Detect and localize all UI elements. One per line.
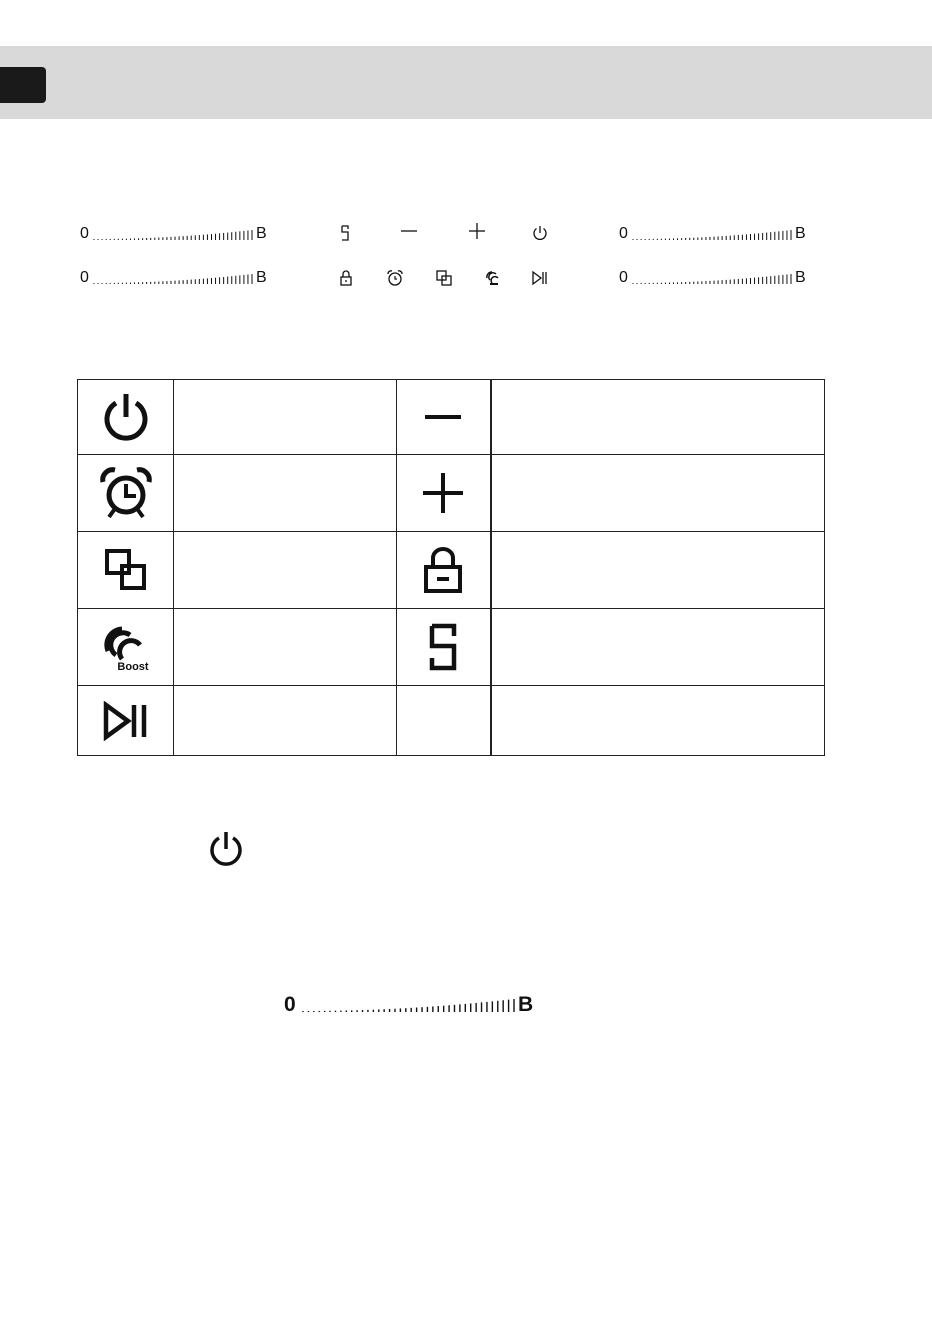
legend-desc xyxy=(174,532,397,609)
slider-front-right[interactable] xyxy=(619,224,809,244)
table-row xyxy=(78,455,825,532)
play-pause-icon[interactable] xyxy=(530,268,550,288)
legend-desc xyxy=(491,455,825,532)
legend-desc xyxy=(174,455,397,532)
slider-end-label: B xyxy=(795,269,806,286)
timer-icon xyxy=(99,466,153,520)
legend-desc xyxy=(174,686,397,756)
slider-ticks xyxy=(80,268,270,288)
slider-end-label: B xyxy=(518,993,534,1016)
minus-icon[interactable] xyxy=(399,221,419,241)
slider-ticks xyxy=(619,268,809,288)
power-icon xyxy=(207,830,245,868)
play-pause-icon xyxy=(102,701,150,741)
slider-example xyxy=(284,993,544,1017)
legend-desc xyxy=(174,609,397,686)
slider-rear-left[interactable] xyxy=(80,268,270,288)
legend-empty-icon-cell xyxy=(396,686,491,756)
slider-end-label: B xyxy=(256,225,267,242)
header-tab xyxy=(0,67,46,103)
slider-start-label: 0 xyxy=(619,269,628,286)
slider-start-label: 0 xyxy=(619,225,628,242)
slider-ticks xyxy=(284,993,544,1017)
boost-label: Boost xyxy=(116,661,149,673)
table-row xyxy=(78,686,825,756)
slider-ticks xyxy=(619,224,809,244)
power-icon[interactable] xyxy=(530,223,550,243)
plus-icon[interactable] xyxy=(467,221,487,241)
bridge-icon[interactable] xyxy=(336,223,356,243)
slider-front-left[interactable] xyxy=(80,224,270,244)
slider-start-label: 0 xyxy=(80,269,89,286)
bridge-icon xyxy=(426,622,460,672)
legend-desc xyxy=(491,686,825,756)
legend-desc xyxy=(491,532,825,609)
pause-icon xyxy=(104,548,148,592)
slider-ticks xyxy=(80,224,270,244)
pause-icon[interactable] xyxy=(434,268,454,288)
lock-icon xyxy=(423,547,463,593)
slider-rear-right[interactable] xyxy=(619,268,809,288)
slider-start-label: 0 xyxy=(284,993,296,1016)
table-row xyxy=(78,380,825,455)
legend-table xyxy=(77,379,825,756)
slider-end-label: B xyxy=(795,225,806,242)
timer-icon[interactable] xyxy=(385,268,405,288)
boost-icon xyxy=(100,621,152,673)
lock-icon[interactable] xyxy=(336,268,356,288)
slider-end-label: B xyxy=(256,269,267,286)
boost-icon[interactable] xyxy=(482,268,502,288)
plus-icon xyxy=(421,471,465,515)
legend-desc xyxy=(174,380,397,455)
table-row xyxy=(78,532,825,609)
header-band xyxy=(0,46,932,119)
table-row xyxy=(78,609,825,686)
slider-start-label: 0 xyxy=(80,225,89,242)
minus-icon xyxy=(423,397,463,437)
legend-desc xyxy=(491,609,825,686)
power-icon xyxy=(100,391,152,443)
legend-desc xyxy=(491,380,825,455)
